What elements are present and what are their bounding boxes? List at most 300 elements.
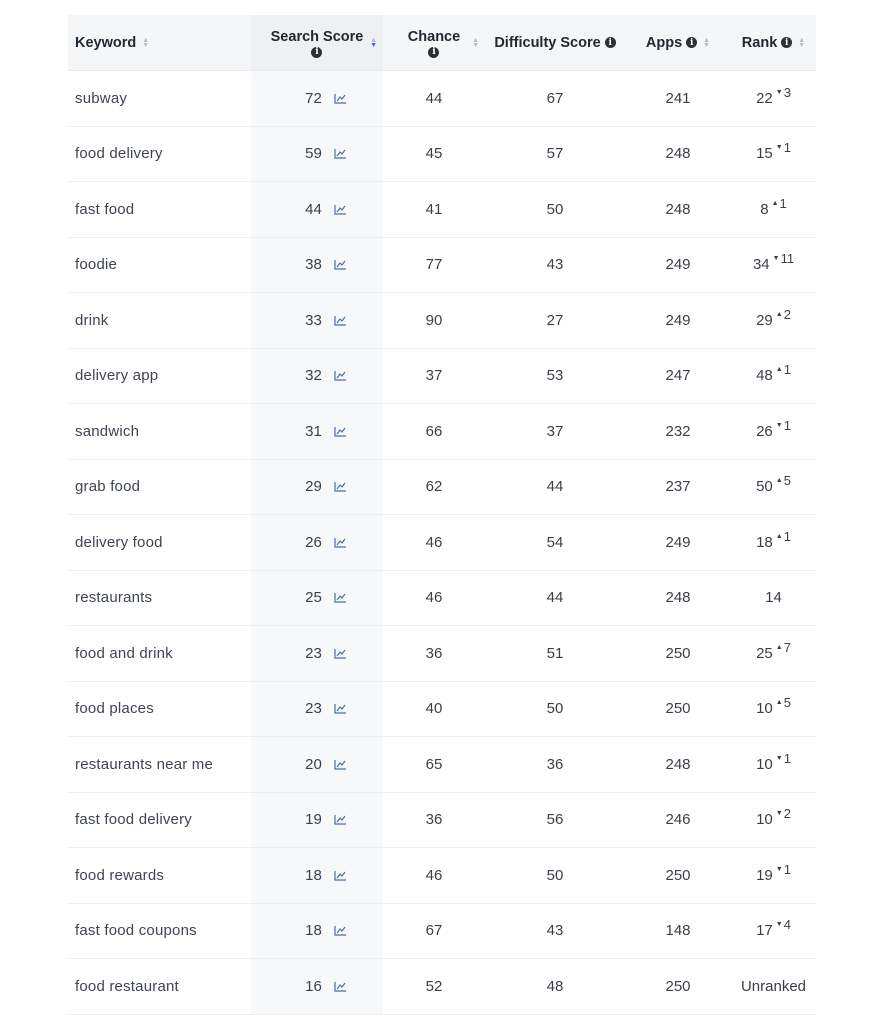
difficulty-value: 44 — [546, 589, 564, 607]
search-score-cell — [251, 182, 383, 237]
rank-change — [776, 529, 791, 544]
trend-chart-icon[interactable] — [334, 148, 347, 159]
keyword-cell — [68, 793, 251, 848]
table-row[interactable] — [68, 682, 816, 738]
table-row[interactable] — [68, 737, 816, 793]
keyword-text[interactable]: food and drink — [75, 644, 173, 662]
search-score-cell — [251, 959, 383, 1014]
difficulty-cell — [485, 626, 625, 681]
difficulty-cell — [485, 71, 625, 126]
trend-chart-icon[interactable] — [334, 981, 347, 992]
keyword-cell — [68, 349, 251, 404]
rank-cell — [731, 571, 816, 626]
rank-value: 48 — [756, 367, 773, 385]
apps-value: 241 — [665, 89, 691, 107]
keyword-text[interactable]: fast food coupons — [75, 922, 197, 940]
keyword-text[interactable]: food delivery — [75, 145, 163, 163]
difficulty-value: 36 — [546, 755, 564, 773]
search-score-value: 59 — [305, 145, 322, 163]
keyword-cell — [68, 515, 251, 570]
rank-change-value: 1 — [783, 417, 791, 433]
difficulty-value: 37 — [546, 422, 564, 440]
sort-icon[interactable]: ▲ ▼ — [142, 36, 150, 49]
rank-change — [772, 196, 787, 211]
apps-value: 248 — [665, 755, 691, 773]
table-row[interactable] — [68, 238, 816, 294]
trend-chart-icon[interactable] — [334, 93, 347, 104]
rank-arrow-icon: ▲ — [775, 366, 783, 374]
difficulty-value: 27 — [546, 311, 564, 329]
table-row[interactable] — [68, 626, 816, 682]
rank-arrow-icon: ▼ — [775, 421, 783, 429]
rank-cell — [731, 460, 816, 515]
rank-value: 10 — [756, 755, 773, 773]
difficulty-value: 53 — [546, 367, 564, 385]
apps-cell — [625, 293, 731, 348]
rank-change — [776, 362, 791, 377]
chance-value: 40 — [425, 700, 443, 718]
keyword-cell — [68, 626, 251, 681]
keyword-cell — [68, 182, 251, 237]
search-score-value: 20 — [305, 755, 322, 773]
rank-value: 10 — [756, 811, 773, 829]
difficulty-cell — [485, 349, 625, 404]
chance-cell — [383, 904, 485, 959]
rank-cell — [731, 349, 816, 404]
chance-value: 66 — [425, 422, 443, 440]
difficulty-value: 54 — [546, 533, 564, 551]
keyword-cell — [68, 460, 251, 515]
table-row[interactable] — [68, 904, 816, 960]
apps-cell — [625, 71, 731, 126]
table-row[interactable] — [68, 127, 816, 183]
difficulty-cell — [485, 127, 625, 182]
rank-change — [773, 251, 794, 266]
search-score-cell — [251, 293, 383, 348]
apps-value: 250 — [665, 644, 691, 662]
rank-cell — [731, 515, 816, 570]
apps-cell — [625, 848, 731, 903]
apps-cell — [625, 737, 731, 792]
apps-cell — [625, 127, 731, 182]
sort-icon[interactable]: ▲ ▼ — [798, 36, 806, 49]
search-score-value: 72 — [305, 89, 322, 107]
col-chance[interactable] — [383, 15, 485, 70]
difficulty-value: 43 — [546, 922, 564, 940]
search-score-cell — [251, 238, 383, 293]
rank-cell — [731, 238, 816, 293]
table-row[interactable] — [68, 293, 816, 349]
search-score-cell — [251, 682, 383, 737]
apps-cell — [625, 515, 731, 570]
rank-cell — [731, 127, 816, 182]
apps-cell — [625, 349, 731, 404]
info-icon[interactable]: i — [605, 37, 616, 48]
trend-chart-icon[interactable] — [334, 259, 347, 270]
rank-value: 18 — [756, 533, 773, 551]
trend-chart-icon[interactable] — [334, 814, 347, 825]
apps-cell — [625, 626, 731, 681]
rank-change — [776, 862, 791, 877]
trend-chart-icon[interactable] — [334, 925, 347, 936]
difficulty-cell — [485, 293, 625, 348]
difficulty-cell — [485, 515, 625, 570]
apps-cell — [625, 904, 731, 959]
rank-change-value: 1 — [779, 195, 787, 211]
difficulty-cell — [485, 460, 625, 515]
apps-value: 250 — [665, 700, 691, 718]
sort-icon[interactable]: ▲ ▼ — [703, 36, 711, 49]
rank-change — [776, 307, 791, 322]
rank-value: 29 — [756, 311, 773, 329]
rank-change-value: 3 — [783, 84, 791, 100]
rank-cell — [731, 626, 816, 681]
table-row[interactable] — [68, 515, 816, 571]
search-score-cell — [251, 571, 383, 626]
difficulty-cell — [485, 404, 625, 459]
keyword-cell — [68, 127, 251, 182]
chance-cell — [383, 848, 485, 903]
trend-chart-icon[interactable] — [334, 537, 347, 548]
rank-value: 22 — [756, 89, 773, 107]
chance-value: 52 — [425, 977, 443, 995]
rank-cell — [731, 904, 816, 959]
rank-change — [776, 140, 791, 155]
rank-change-value: 1 — [783, 861, 791, 877]
difficulty-cell — [485, 904, 625, 959]
apps-cell — [625, 404, 731, 459]
difficulty-value: 67 — [546, 89, 564, 107]
chance-cell — [383, 737, 485, 792]
difficulty-value: 51 — [546, 644, 564, 662]
chance-cell — [383, 571, 485, 626]
rank-change-value: 11 — [780, 251, 795, 267]
chance-value: 46 — [425, 533, 443, 551]
keyword-text[interactable]: restaurants — [75, 589, 153, 607]
col-rank-label: Rank — [741, 34, 778, 51]
difficulty-cell — [485, 737, 625, 792]
rank-arrow-icon: ▼ — [772, 255, 780, 263]
apps-cell — [625, 460, 731, 515]
difficulty-value: 48 — [546, 977, 564, 995]
difficulty-value: 44 — [546, 478, 564, 496]
rank-arrow-icon: ▼ — [775, 144, 783, 152]
chance-value: 90 — [425, 311, 443, 329]
chance-value: 44 — [425, 89, 443, 107]
search-score-cell — [251, 515, 383, 570]
search-score-cell — [251, 404, 383, 459]
rank-cell — [731, 737, 816, 792]
search-score-cell — [251, 626, 383, 681]
chance-value: 65 — [425, 755, 443, 773]
search-score-value: 18 — [305, 866, 322, 884]
difficulty-value: 56 — [546, 811, 564, 829]
keyword-cell — [68, 571, 251, 626]
rank-arrow-icon: ▲ — [775, 477, 783, 485]
search-score-value: 23 — [305, 644, 322, 662]
keyword-cell — [68, 71, 251, 126]
keyword-text[interactable]: delivery app — [75, 367, 159, 385]
rank-arrow-icon: ▼ — [775, 921, 783, 929]
keyword-cell — [68, 293, 251, 348]
chance-cell — [383, 793, 485, 848]
keyword-text[interactable]: delivery food — [75, 533, 163, 551]
rank-arrow-icon: ▼ — [775, 865, 783, 873]
keyword-cell — [68, 959, 251, 1014]
table-header — [68, 15, 816, 71]
apps-value: 249 — [665, 533, 691, 551]
trend-chart-icon[interactable] — [334, 370, 347, 381]
search-score-cell — [251, 793, 383, 848]
table-body — [68, 71, 816, 1015]
rank-change — [776, 473, 791, 488]
rank-cell — [731, 404, 816, 459]
keyword-text[interactable]: fast food delivery — [75, 811, 192, 829]
rank-cell — [731, 959, 816, 1014]
trend-chart-icon[interactable] — [334, 703, 347, 714]
apps-cell — [625, 571, 731, 626]
rank-value: Unranked — [740, 977, 807, 995]
trend-chart-icon[interactable] — [334, 426, 347, 437]
rank-change-value: 7 — [783, 639, 791, 655]
search-score-value: 19 — [305, 811, 322, 829]
difficulty-cell — [485, 959, 625, 1014]
search-score-cell — [251, 460, 383, 515]
info-icon[interactable]: i — [428, 47, 439, 58]
keyword-text[interactable]: food places — [75, 700, 154, 718]
apps-value: 249 — [665, 311, 691, 329]
table-row[interactable] — [68, 71, 816, 127]
apps-cell — [625, 238, 731, 293]
chance-cell — [383, 238, 485, 293]
trend-chart-icon[interactable] — [334, 592, 347, 603]
trend-chart-icon[interactable] — [334, 481, 347, 492]
info-icon[interactable]: i — [686, 37, 697, 48]
col-search-score[interactable] — [251, 15, 383, 70]
sort-icon[interactable]: ▲ ▼ — [472, 36, 479, 49]
search-score-cell — [251, 848, 383, 903]
keyword-text[interactable]: food rewards — [75, 866, 165, 884]
apps-value: 249 — [665, 256, 691, 274]
rank-value: 15 — [756, 145, 773, 163]
col-difficulty-label: Difficulty Score — [494, 34, 601, 51]
chance-value: 41 — [425, 200, 443, 218]
rank-change — [776, 640, 791, 655]
search-score-value: 26 — [305, 533, 322, 551]
rank-change — [776, 751, 791, 766]
chance-cell — [383, 460, 485, 515]
trend-chart-icon[interactable] — [334, 759, 347, 770]
apps-value: 148 — [665, 922, 691, 940]
difficulty-cell — [485, 238, 625, 293]
search-score-cell — [251, 127, 383, 182]
chance-cell — [383, 127, 485, 182]
difficulty-value: 50 — [546, 700, 564, 718]
col-apps-label: Apps — [645, 34, 683, 51]
trend-chart-icon[interactable] — [334, 204, 347, 215]
col-rank[interactable] — [731, 15, 816, 70]
keyword-cell — [68, 848, 251, 903]
search-score-value: 18 — [305, 922, 322, 940]
keyword-text[interactable]: drink — [75, 311, 109, 329]
rank-change — [776, 418, 791, 433]
table-row[interactable] — [68, 404, 816, 460]
keyword-cell — [68, 682, 251, 737]
search-score-value: 16 — [305, 977, 322, 995]
table-row[interactable] — [68, 793, 816, 849]
col-difficulty[interactable] — [485, 15, 625, 70]
keyword-text[interactable]: restaurants near me — [75, 755, 214, 773]
table-row[interactable] — [68, 349, 816, 405]
rank-cell — [731, 293, 816, 348]
apps-value: 250 — [665, 977, 691, 995]
search-score-value: 23 — [305, 700, 322, 718]
info-icon[interactable]: i — [311, 47, 322, 58]
apps-cell — [625, 182, 731, 237]
chance-cell — [383, 349, 485, 404]
rank-arrow-icon: ▲ — [775, 310, 783, 318]
rank-change-value: 1 — [783, 362, 791, 378]
keyword-text[interactable]: food restaurant — [75, 977, 179, 995]
difficulty-cell — [485, 848, 625, 903]
chance-value: 77 — [425, 256, 443, 274]
chance-value: 36 — [425, 811, 443, 829]
chance-cell — [383, 515, 485, 570]
table-row[interactable] — [68, 571, 816, 627]
rank-cell — [731, 71, 816, 126]
rank-value: 14 — [765, 589, 782, 607]
rank-change-value: 5 — [783, 695, 791, 711]
chance-cell — [383, 182, 485, 237]
rank-cell — [731, 682, 816, 737]
sort-icon[interactable]: ▲ ▼ — [370, 36, 377, 49]
table-row[interactable] — [68, 182, 816, 238]
search-score-value: 44 — [305, 200, 322, 218]
search-score-cell — [251, 904, 383, 959]
trend-chart-icon[interactable] — [334, 870, 347, 881]
rank-value: 50 — [756, 478, 773, 496]
rank-value: 34 — [752, 256, 770, 274]
chance-cell — [383, 404, 485, 459]
keyword-cell — [68, 404, 251, 459]
keyword-text[interactable]: fast food — [75, 200, 135, 218]
apps-cell — [625, 682, 731, 737]
difficulty-cell — [485, 682, 625, 737]
rank-change-value: 4 — [783, 917, 791, 933]
rank-change — [776, 917, 791, 932]
keyword-cell — [68, 737, 251, 792]
chance-cell — [383, 959, 485, 1014]
rank-arrow-icon: ▼ — [775, 88, 783, 96]
rank-change-value: 1 — [783, 750, 791, 766]
keyword-text[interactable]: sandwich — [75, 422, 140, 440]
apps-value: 237 — [665, 478, 691, 496]
chance-value: 37 — [425, 367, 443, 385]
apps-cell — [625, 793, 731, 848]
keyword-cell — [68, 904, 251, 959]
rank-value: 8 — [760, 200, 769, 218]
trend-chart-icon[interactable] — [334, 315, 347, 326]
chance-value: 62 — [425, 478, 443, 496]
table-row[interactable] — [68, 959, 816, 1015]
table-row[interactable] — [68, 460, 816, 516]
keyword-cell — [68, 238, 251, 293]
rank-arrow-icon: ▼ — [775, 810, 783, 818]
rank-change — [776, 695, 791, 710]
difficulty-value: 43 — [546, 256, 564, 274]
chance-value: 67 — [425, 922, 443, 940]
chance-cell — [383, 71, 485, 126]
apps-value: 232 — [665, 422, 691, 440]
rank-arrow-icon: ▲ — [775, 532, 783, 540]
col-keyword-label: Keyword — [75, 34, 137, 51]
apps-cell — [625, 959, 731, 1014]
rank-change-value: 1 — [783, 140, 791, 156]
chance-cell — [383, 682, 485, 737]
keyword-table — [68, 15, 816, 1015]
search-score-value: 32 — [305, 367, 322, 385]
keyword-text[interactable]: foodie — [75, 256, 118, 274]
trend-chart-icon[interactable] — [334, 648, 347, 659]
search-score-value: 31 — [305, 422, 322, 440]
apps-value: 246 — [665, 811, 691, 829]
rank-value: 17 — [756, 922, 773, 940]
search-score-cell — [251, 71, 383, 126]
keyword-text[interactable]: subway — [75, 89, 128, 107]
col-keyword[interactable] — [68, 15, 251, 70]
table-row[interactable] — [68, 848, 816, 904]
apps-value: 250 — [665, 866, 691, 884]
chance-value: 36 — [425, 644, 443, 662]
rank-change-value: 5 — [783, 473, 791, 489]
col-apps[interactable] — [625, 15, 731, 70]
rank-cell — [731, 848, 816, 903]
chance-value: 46 — [425, 589, 443, 607]
rank-cell — [731, 793, 816, 848]
rank-change-value: 2 — [783, 806, 791, 822]
difficulty-value: 57 — [546, 145, 564, 163]
difficulty-cell — [485, 571, 625, 626]
search-score-value: 29 — [305, 478, 322, 496]
col-search-score-label: Search Score — [270, 28, 364, 45]
difficulty-value: 50 — [546, 200, 564, 218]
search-score-cell — [251, 349, 383, 404]
apps-value: 248 — [665, 200, 691, 218]
rank-arrow-icon: ▲ — [775, 643, 783, 651]
search-score-value: 33 — [305, 311, 322, 329]
rank-arrow-icon: ▲ — [771, 199, 779, 207]
difficulty-value: 50 — [546, 866, 564, 884]
rank-cell — [731, 182, 816, 237]
chance-cell — [383, 293, 485, 348]
search-score-value: 38 — [305, 256, 322, 274]
keyword-text[interactable]: grab food — [75, 478, 141, 496]
difficulty-cell — [485, 182, 625, 237]
apps-value: 247 — [665, 367, 691, 385]
rank-change — [776, 806, 791, 821]
rank-change — [776, 85, 791, 100]
info-icon[interactable]: i — [781, 37, 792, 48]
rank-value: 25 — [756, 644, 773, 662]
chance-value: 45 — [425, 145, 443, 163]
search-score-value: 25 — [305, 589, 322, 607]
apps-value: 248 — [665, 145, 691, 163]
chance-value: 46 — [425, 866, 443, 884]
col-chance-label: Chance — [407, 28, 461, 45]
search-score-cell — [251, 737, 383, 792]
rank-value: 19 — [756, 866, 773, 884]
rank-value: 10 — [756, 700, 773, 718]
